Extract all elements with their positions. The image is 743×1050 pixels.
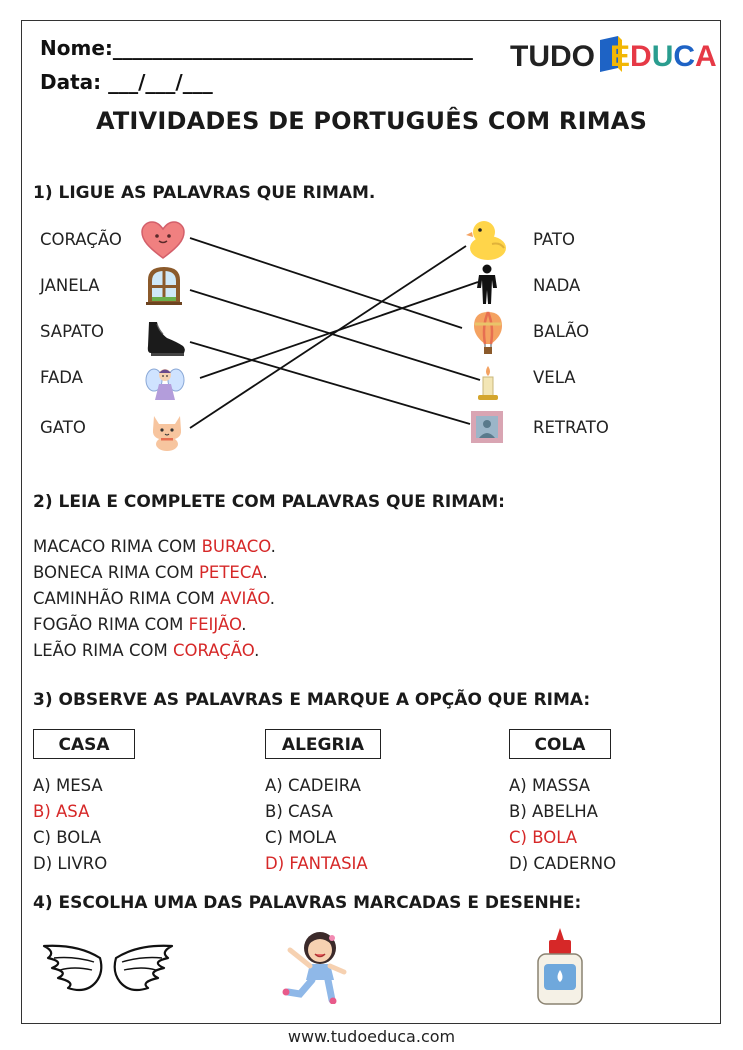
sentence-line: MACACO RIMA COM BURACO.: [33, 537, 276, 556]
match-line: [190, 342, 470, 424]
logo-text-1: TUDO: [510, 40, 595, 73]
sentence-line: FOGÃO RIMA COM FEIJÃO.: [33, 615, 247, 634]
girl-icon: [282, 928, 354, 1004]
glue-icon: [535, 926, 585, 1006]
right-word: PATO: [533, 230, 575, 249]
left-word: FADA: [40, 368, 83, 387]
rhyme-answer: FEIJÃO: [188, 615, 242, 634]
sentence-line: LEÃO RIMA COM CORAÇÃO.: [33, 641, 260, 660]
match-line: [190, 246, 466, 428]
option[interactable]: C) MOLA: [265, 828, 337, 847]
matching-lines: [0, 0, 743, 470]
section-4-heading: 4) ESCOLHA UMA DAS PALAVRAS MARCADAS E DESENHE:: [33, 893, 582, 913]
option[interactable]: C) BOLA: [33, 828, 102, 847]
options-group-1: [33, 773, 107, 877]
option[interactable]: A) CADEIRA: [265, 776, 361, 795]
rhyme-answer: CORAÇÃO: [172, 641, 255, 660]
right-word: VELA: [533, 368, 576, 387]
sentence-line: BONECA RIMA COM PETECA.: [33, 563, 268, 582]
target-word-box: COLA: [509, 729, 611, 759]
option-correct[interactable]: C) BOLA: [509, 828, 578, 847]
left-word: GATO: [40, 418, 86, 437]
match-line: [190, 238, 462, 328]
left-word: JANELA: [40, 276, 100, 295]
option[interactable]: B) CASA: [265, 802, 333, 821]
option[interactable]: A) MASSA: [509, 776, 591, 795]
options-group-3: [509, 773, 616, 877]
section-3-heading: 3) OBSERVE AS PALAVRAS E MARQUE A OPÇÃO QUE RIMA:: [33, 690, 591, 710]
logo-text-2: EDUCA: [610, 40, 717, 73]
sentence-list: [33, 534, 276, 664]
target-word-box: ALEGRIA: [265, 729, 381, 759]
wings-icon: [38, 938, 178, 1000]
right-word: RETRATO: [533, 418, 609, 437]
left-word: CORAÇÃO: [40, 230, 122, 249]
footer-url[interactable]: www.tudoeduca.com: [287, 1027, 456, 1046]
option-correct[interactable]: D) FANTASIA: [265, 854, 368, 873]
sentence-line: CAMINHÃO RIMA COM AVIÃO.: [33, 589, 275, 608]
left-word: SAPATO: [40, 322, 105, 341]
section-2-heading: 2) LEIA E COMPLETE COM PALAVRAS QUE RIMAM:: [33, 492, 505, 512]
option[interactable]: D) LIVRO: [33, 854, 108, 873]
option[interactable]: A) MESA: [33, 776, 103, 795]
option[interactable]: D) CADERNO: [509, 854, 617, 873]
rhyme-answer: PETECA: [198, 563, 263, 582]
rhyme-answer: AVIÃO: [219, 589, 270, 608]
target-word-box: CASA: [33, 729, 135, 759]
section-1-heading: 1) LIGUE AS PALAVRAS QUE RIMAM.: [33, 183, 376, 203]
rhyme-answer: BURACO: [201, 537, 271, 556]
name-field[interactable]: Nome:____________________________________: [40, 36, 473, 60]
right-word: BALÃO: [533, 322, 590, 341]
right-word: NADA: [533, 276, 581, 295]
option[interactable]: B) ABELHA: [509, 802, 598, 821]
options-group-2: [265, 773, 368, 877]
page-title: ATIVIDADES DE PORTUGUÊS COM RIMAS: [95, 107, 648, 135]
option-correct[interactable]: B) ASA: [33, 802, 90, 821]
date-field[interactable]: Data: ___/___/___: [40, 70, 213, 94]
